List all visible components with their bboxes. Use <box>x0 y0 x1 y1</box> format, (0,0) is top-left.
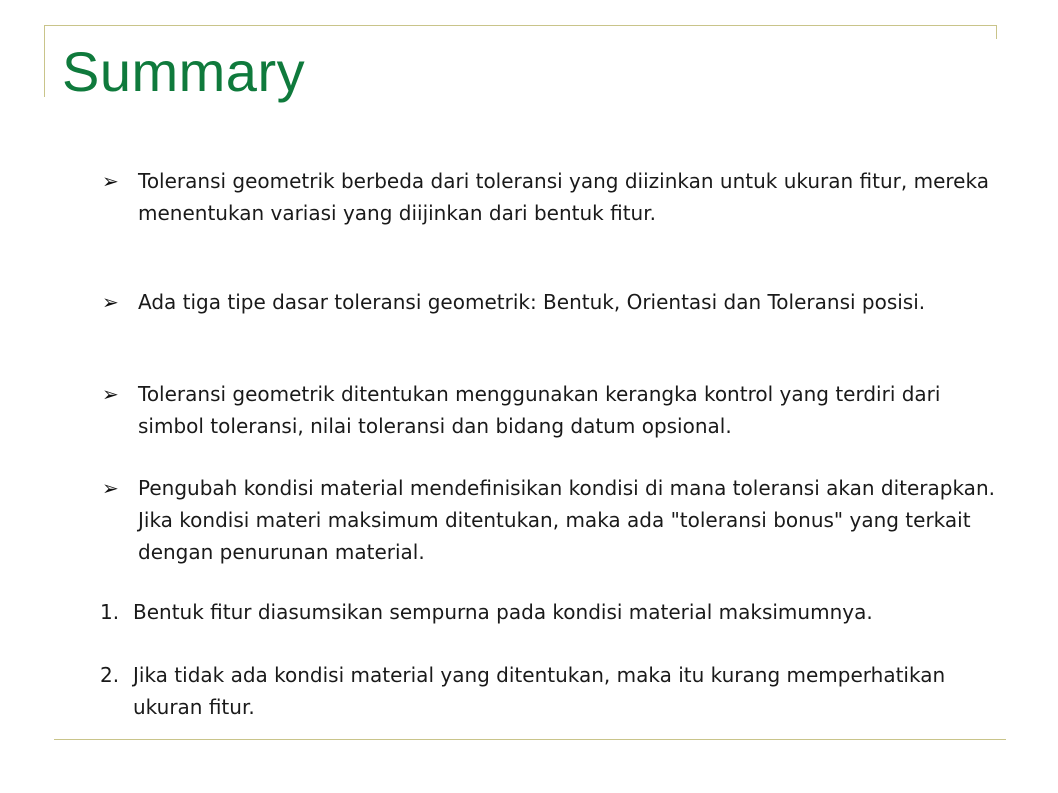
arrow-bullet-icon: ➢ <box>102 169 119 193</box>
bullet-item <box>102 378 998 442</box>
arrow-bullet-icon: ➢ <box>102 290 119 314</box>
list-number: 1. <box>100 600 120 624</box>
slide-title: Summary <box>62 40 306 103</box>
frame-left-line <box>44 25 45 97</box>
arrow-bullet-icon: ➢ <box>102 476 119 500</box>
arrow-bullet-icon: ➢ <box>102 382 119 406</box>
bullet-item <box>102 165 998 229</box>
numbered-item <box>100 659 993 723</box>
numbered-text: Bentuk fitur diasumsikan sempurna pada kondisi material maksimumnya. <box>133 600 873 624</box>
frame-right-tick <box>996 25 997 39</box>
numbered-text: Jika tidak ada kondisi material yang ditentukan, maka itu kurang memperhatikan ukuran fitur. <box>133 663 946 719</box>
bullet-text: Pengubah kondisi material mendefinisikan kondisi di mana toleransi akan diterapkan. Jika kondisi materi maksimum ditentukan, maka ada "toleransi bonus" yang terkait dengan penurunan material. <box>138 476 995 564</box>
frame-bottom-line <box>54 739 1006 740</box>
bullet-text: Ada tiga tipe dasar toleransi geometrik: Bentuk, Orientasi dan Toleransi posisi. <box>138 290 926 314</box>
bullet-item <box>102 286 998 318</box>
list-number: 2. <box>100 663 120 687</box>
numbered-item <box>100 596 993 628</box>
frame-top-line <box>44 25 996 26</box>
bullet-item <box>102 472 998 568</box>
bullet-text: Toleransi geometrik berbeda dari toleransi yang diizinkan untuk ukuran fitur, mereka menentukan variasi yang diijinkan dari bentuk fitur. <box>138 169 989 225</box>
bullet-text: Toleransi geometrik ditentukan menggunakan kerangka kontrol yang terdiri dari simbol toleransi, nilai toleransi dan bidang datum opsional. <box>138 382 941 438</box>
